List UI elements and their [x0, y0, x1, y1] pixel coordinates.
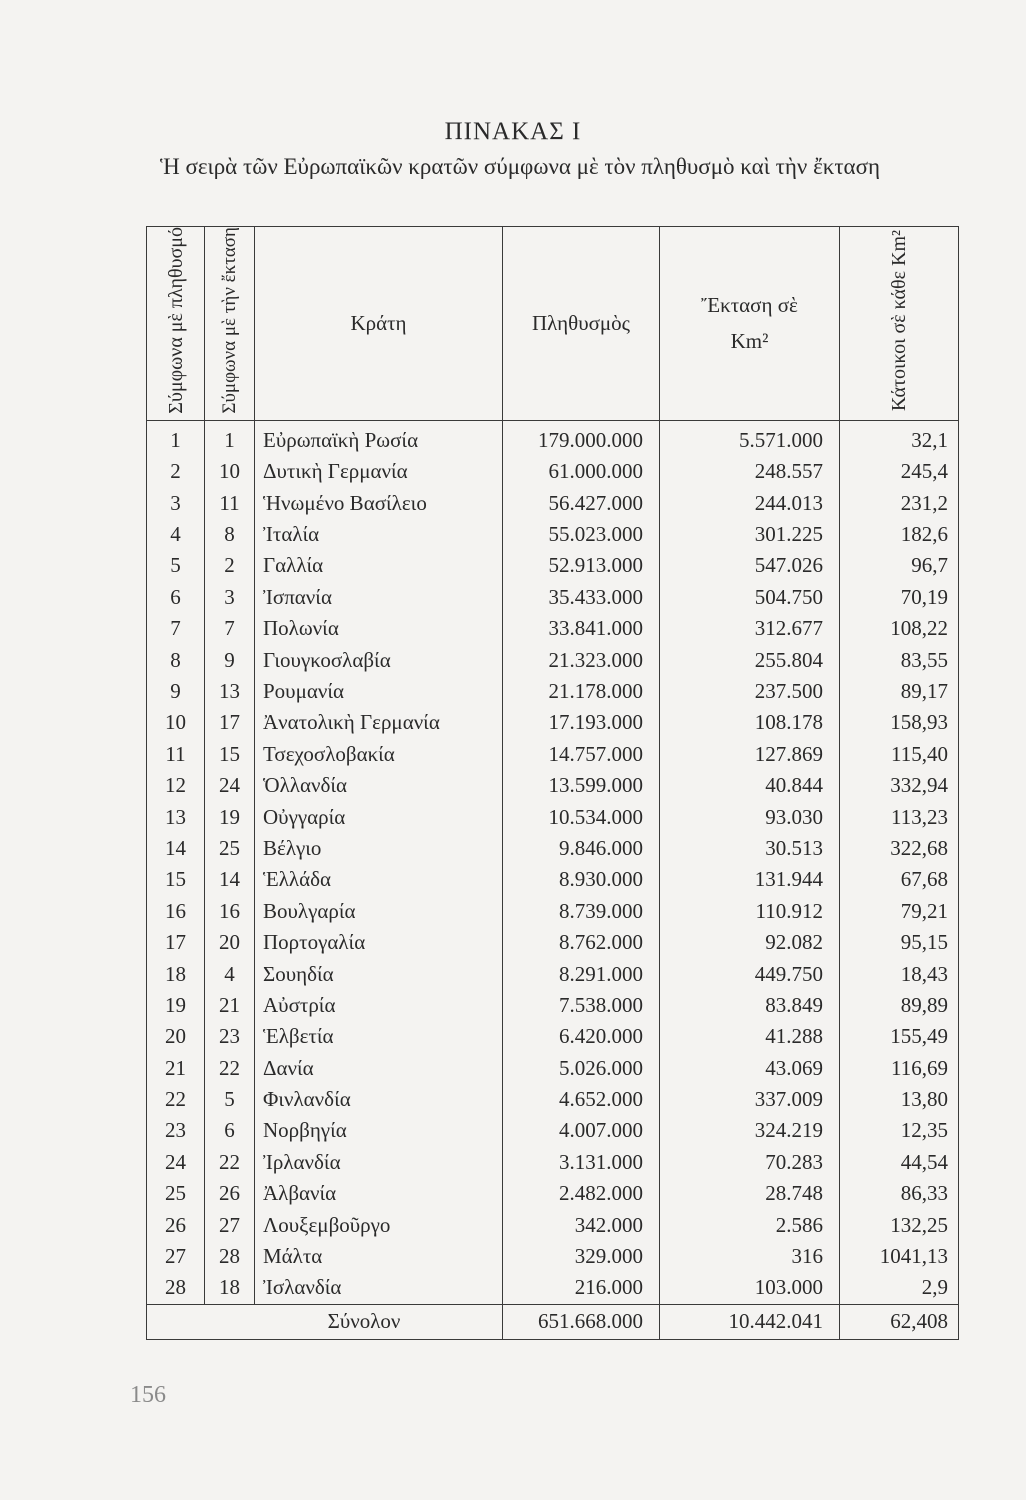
density-cell: 44,54 [840, 1147, 959, 1178]
density-cell: 332,94 [840, 770, 959, 801]
table-row [147, 1147, 959, 1178]
state-cell: Αὐστρία [255, 990, 503, 1021]
table-row [147, 1115, 959, 1146]
table-row [147, 1241, 959, 1272]
table-row [147, 519, 959, 550]
pop-rank-cell: 2 [147, 456, 205, 487]
pop-rank-cell: 12 [147, 770, 205, 801]
pop-rank-cell: 17 [147, 927, 205, 958]
state-cell: Ἰταλία [255, 519, 503, 550]
pop-rank-cell: 5 [147, 550, 205, 581]
table-row [147, 707, 959, 738]
table-row [147, 613, 959, 644]
state-cell: Ἰσπανία [255, 582, 503, 613]
area-rank-cell: 7 [205, 613, 255, 644]
pop-rank-cell: 14 [147, 833, 205, 864]
page-number: 156 [130, 1382, 166, 1408]
area-rank-cell: 20 [205, 927, 255, 958]
density-cell: 32,1 [840, 420, 959, 456]
pop-rank-cell: 22 [147, 1084, 205, 1115]
total-density: 62,408 [840, 1304, 959, 1339]
table-row [147, 1053, 959, 1084]
pop-rank-cell: 16 [147, 896, 205, 927]
area-rank-cell: 21 [205, 990, 255, 1021]
table-row [147, 1209, 959, 1240]
state-cell: Ἀνατολικὴ Γερμανία [255, 707, 503, 738]
table-row [147, 958, 959, 989]
population-cell: 9.846.000 [503, 833, 660, 864]
state-cell: Δυτικὴ Γερμανία [255, 456, 503, 487]
pop-rank-cell: 8 [147, 644, 205, 675]
area-cell: 5.571.000 [660, 420, 840, 456]
area-cell: 547.026 [660, 550, 840, 581]
area-cell: 70.283 [660, 1147, 840, 1178]
pop-rank-cell: 18 [147, 958, 205, 989]
area-cell: 83.849 [660, 990, 840, 1021]
pop-rank-cell: 28 [147, 1272, 205, 1304]
density-cell: 12,35 [840, 1115, 959, 1146]
table-row [147, 739, 959, 770]
state-cell: Ρουμανία [255, 676, 503, 707]
area-cell: 92.082 [660, 927, 840, 958]
area-cell: 131.944 [660, 864, 840, 895]
header-area: Ἔκταση σὲ Km² [660, 227, 840, 421]
area-cell: 43.069 [660, 1053, 840, 1084]
state-cell: Οὐγγαρία [255, 801, 503, 832]
state-cell: Ἑλβετία [255, 1021, 503, 1052]
population-cell: 17.193.000 [503, 707, 660, 738]
header-population: Πληθυσμὸς [503, 227, 660, 421]
area-rank-cell: 15 [205, 739, 255, 770]
state-cell: Πολωνία [255, 613, 503, 644]
table-row [147, 420, 959, 456]
table-row [147, 1272, 959, 1304]
population-cell: 3.131.000 [503, 1147, 660, 1178]
table-row [147, 676, 959, 707]
area-rank-cell: 9 [205, 644, 255, 675]
state-cell: Ἑλλάδα [255, 864, 503, 895]
state-cell: Φινλανδία [255, 1084, 503, 1115]
pop-rank-cell: 23 [147, 1115, 205, 1146]
population-cell: 342.000 [503, 1209, 660, 1240]
density-cell: 70,19 [840, 582, 959, 613]
state-cell: Ὁλλανδία [255, 770, 503, 801]
pop-rank-cell: 15 [147, 864, 205, 895]
table-row [147, 1084, 959, 1115]
area-rank-cell: 4 [205, 958, 255, 989]
population-cell: 21.323.000 [503, 644, 660, 675]
area-rank-cell: 11 [205, 487, 255, 518]
table-row [147, 990, 959, 1021]
pop-rank-cell: 1 [147, 420, 205, 456]
table-row [147, 644, 959, 675]
density-cell: 113,23 [840, 801, 959, 832]
area-rank-cell: 8 [205, 519, 255, 550]
header-by-area: Σύμφωνα μὲ τὴν ἔκταση [205, 227, 255, 421]
area-cell: 2.586 [660, 1209, 840, 1240]
area-cell: 301.225 [660, 519, 840, 550]
population-cell: 4.652.000 [503, 1084, 660, 1115]
area-cell: 108.178 [660, 707, 840, 738]
total-population: 651.668.000 [503, 1304, 660, 1339]
density-cell: 83,55 [840, 644, 959, 675]
state-cell: Βουλγαρία [255, 896, 503, 927]
area-rank-cell: 24 [205, 770, 255, 801]
table-body [147, 420, 959, 1304]
table-title: ΠΙΝΑΚΑΣ Ι [444, 118, 582, 145]
density-cell: 86,33 [840, 1178, 959, 1209]
area-cell: 103.000 [660, 1272, 840, 1304]
pop-rank-cell: 20 [147, 1021, 205, 1052]
area-cell: 237.500 [660, 676, 840, 707]
area-cell: 504.750 [660, 582, 840, 613]
population-cell: 8.762.000 [503, 927, 660, 958]
density-cell: 95,15 [840, 927, 959, 958]
population-cell: 13.599.000 [503, 770, 660, 801]
area-cell: 449.750 [660, 958, 840, 989]
table-row [147, 1178, 959, 1209]
state-cell: Γαλλία [255, 550, 503, 581]
pop-rank-cell: 26 [147, 1209, 205, 1240]
population-cell: 329.000 [503, 1241, 660, 1272]
pop-rank-cell: 7 [147, 613, 205, 644]
pop-rank-cell: 6 [147, 582, 205, 613]
density-cell: 322,68 [840, 833, 959, 864]
table-row [147, 833, 959, 864]
area-rank-cell: 3 [205, 582, 255, 613]
population-cell: 35.433.000 [503, 582, 660, 613]
density-cell: 89,17 [840, 676, 959, 707]
population-cell: 61.000.000 [503, 456, 660, 487]
density-cell: 231,2 [840, 487, 959, 518]
state-cell: Ἰρλανδία [255, 1147, 503, 1178]
area-cell: 93.030 [660, 801, 840, 832]
population-cell: 5.026.000 [503, 1053, 660, 1084]
pop-rank-cell: 25 [147, 1178, 205, 1209]
area-cell: 324.219 [660, 1115, 840, 1146]
table-row [147, 1021, 959, 1052]
area-rank-cell: 2 [205, 550, 255, 581]
density-cell: 2,9 [840, 1272, 959, 1304]
area-cell: 316 [660, 1241, 840, 1272]
population-cell: 2.482.000 [503, 1178, 660, 1209]
area-cell: 312.677 [660, 613, 840, 644]
population-table [146, 226, 958, 1340]
area-rank-cell: 19 [205, 801, 255, 832]
state-cell: Εὐρωπαϊκὴ Ρωσία [255, 420, 503, 456]
population-cell: 4.007.000 [503, 1115, 660, 1146]
population-cell: 56.427.000 [503, 487, 660, 518]
area-cell: 248.557 [660, 456, 840, 487]
state-cell: Γιουγκοσλαβία [255, 644, 503, 675]
area-cell: 244.013 [660, 487, 840, 518]
state-cell: Δανία [255, 1053, 503, 1084]
table-row [147, 770, 959, 801]
state-cell: Σουηδία [255, 958, 503, 989]
pop-rank-cell: 3 [147, 487, 205, 518]
header-density: Κάτοικοι σὲ κάθε Km² [840, 227, 959, 421]
area-cell: 30.513 [660, 833, 840, 864]
table-subtitle: Ἡ σειρὰ τῶν Εὐρωπαϊκῶν κρατῶν σύμφωνα μὲ τὸν πληθυσμὸ καὶ τὴν ἔκταση [159, 154, 881, 179]
pop-rank-cell: 24 [147, 1147, 205, 1178]
state-cell: Μάλτα [255, 1241, 503, 1272]
pop-rank-cell: 10 [147, 707, 205, 738]
area-rank-cell: 25 [205, 833, 255, 864]
state-cell: Νορβηγία [255, 1115, 503, 1146]
pop-rank-cell: 21 [147, 1053, 205, 1084]
area-rank-cell: 10 [205, 456, 255, 487]
area-cell: 41.288 [660, 1021, 840, 1052]
state-cell: Ἀλβανία [255, 1178, 503, 1209]
area-rank-cell: 23 [205, 1021, 255, 1052]
density-cell: 79,21 [840, 896, 959, 927]
density-cell: 116,69 [840, 1053, 959, 1084]
state-cell: Ἡνωμένο Βασίλειο [255, 487, 503, 518]
table-row [147, 487, 959, 518]
area-cell: 255.804 [660, 644, 840, 675]
density-cell: 1041,13 [840, 1241, 959, 1272]
pop-rank-cell: 27 [147, 1241, 205, 1272]
density-cell: 155,49 [840, 1021, 959, 1052]
pop-rank-cell: 9 [147, 676, 205, 707]
total-label: Σύνολον [147, 1304, 503, 1339]
area-rank-cell: 22 [205, 1053, 255, 1084]
state-cell: Βέλγιο [255, 833, 503, 864]
area-rank-cell: 27 [205, 1209, 255, 1240]
area-rank-cell: 18 [205, 1272, 255, 1304]
density-cell: 115,40 [840, 739, 959, 770]
area-cell: 337.009 [660, 1084, 840, 1115]
population-cell: 8.739.000 [503, 896, 660, 927]
table-header-row [147, 227, 959, 421]
table-row [147, 801, 959, 832]
area-rank-cell: 1 [205, 420, 255, 456]
header-states: Κράτη [255, 227, 503, 421]
population-cell: 216.000 [503, 1272, 660, 1304]
density-cell: 108,22 [840, 613, 959, 644]
pop-rank-cell: 13 [147, 801, 205, 832]
table-row [147, 864, 959, 895]
population-cell: 10.534.000 [503, 801, 660, 832]
population-cell: 52.913.000 [503, 550, 660, 581]
population-cell: 55.023.000 [503, 519, 660, 550]
population-cell: 21.178.000 [503, 676, 660, 707]
area-cell: 40.844 [660, 770, 840, 801]
pop-rank-cell: 11 [147, 739, 205, 770]
header-by-population: Σύμφωνα μὲ πληθυσμό [147, 227, 205, 421]
density-cell: 18,43 [840, 958, 959, 989]
state-cell: Λουξεμβοῦργο [255, 1209, 503, 1240]
area-rank-cell: 22 [205, 1147, 255, 1178]
table-row [147, 550, 959, 581]
state-cell: Τσεχοσλοβακία [255, 739, 503, 770]
density-cell: 96,7 [840, 550, 959, 581]
area-cell: 28.748 [660, 1178, 840, 1209]
area-rank-cell: 28 [205, 1241, 255, 1272]
density-cell: 89,89 [840, 990, 959, 1021]
area-rank-cell: 5 [205, 1084, 255, 1115]
area-cell: 110.912 [660, 896, 840, 927]
area-rank-cell: 16 [205, 896, 255, 927]
density-cell: 158,93 [840, 707, 959, 738]
pop-rank-cell: 19 [147, 990, 205, 1021]
population-cell: 33.841.000 [503, 613, 660, 644]
total-area: 10.442.041 [660, 1304, 840, 1339]
area-rank-cell: 14 [205, 864, 255, 895]
density-cell: 245,4 [840, 456, 959, 487]
population-cell: 8.291.000 [503, 958, 660, 989]
table-row [147, 456, 959, 487]
density-cell: 182,6 [840, 519, 959, 550]
density-cell: 13,80 [840, 1084, 959, 1115]
area-cell: 127.869 [660, 739, 840, 770]
area-rank-cell: 26 [205, 1178, 255, 1209]
total-row [147, 1304, 959, 1339]
table-row [147, 927, 959, 958]
density-cell: 132,25 [840, 1209, 959, 1240]
population-cell: 6.420.000 [503, 1021, 660, 1052]
state-cell: Ἰσλανδία [255, 1272, 503, 1304]
population-cell: 179.000.000 [503, 420, 660, 456]
table-row [147, 582, 959, 613]
area-rank-cell: 17 [205, 707, 255, 738]
population-cell: 7.538.000 [503, 990, 660, 1021]
population-cell: 14.757.000 [503, 739, 660, 770]
pop-rank-cell: 4 [147, 519, 205, 550]
table-row [147, 896, 959, 927]
state-cell: Πορτογαλία [255, 927, 503, 958]
area-rank-cell: 6 [205, 1115, 255, 1146]
density-cell: 67,68 [840, 864, 959, 895]
population-cell: 8.930.000 [503, 864, 660, 895]
area-rank-cell: 13 [205, 676, 255, 707]
